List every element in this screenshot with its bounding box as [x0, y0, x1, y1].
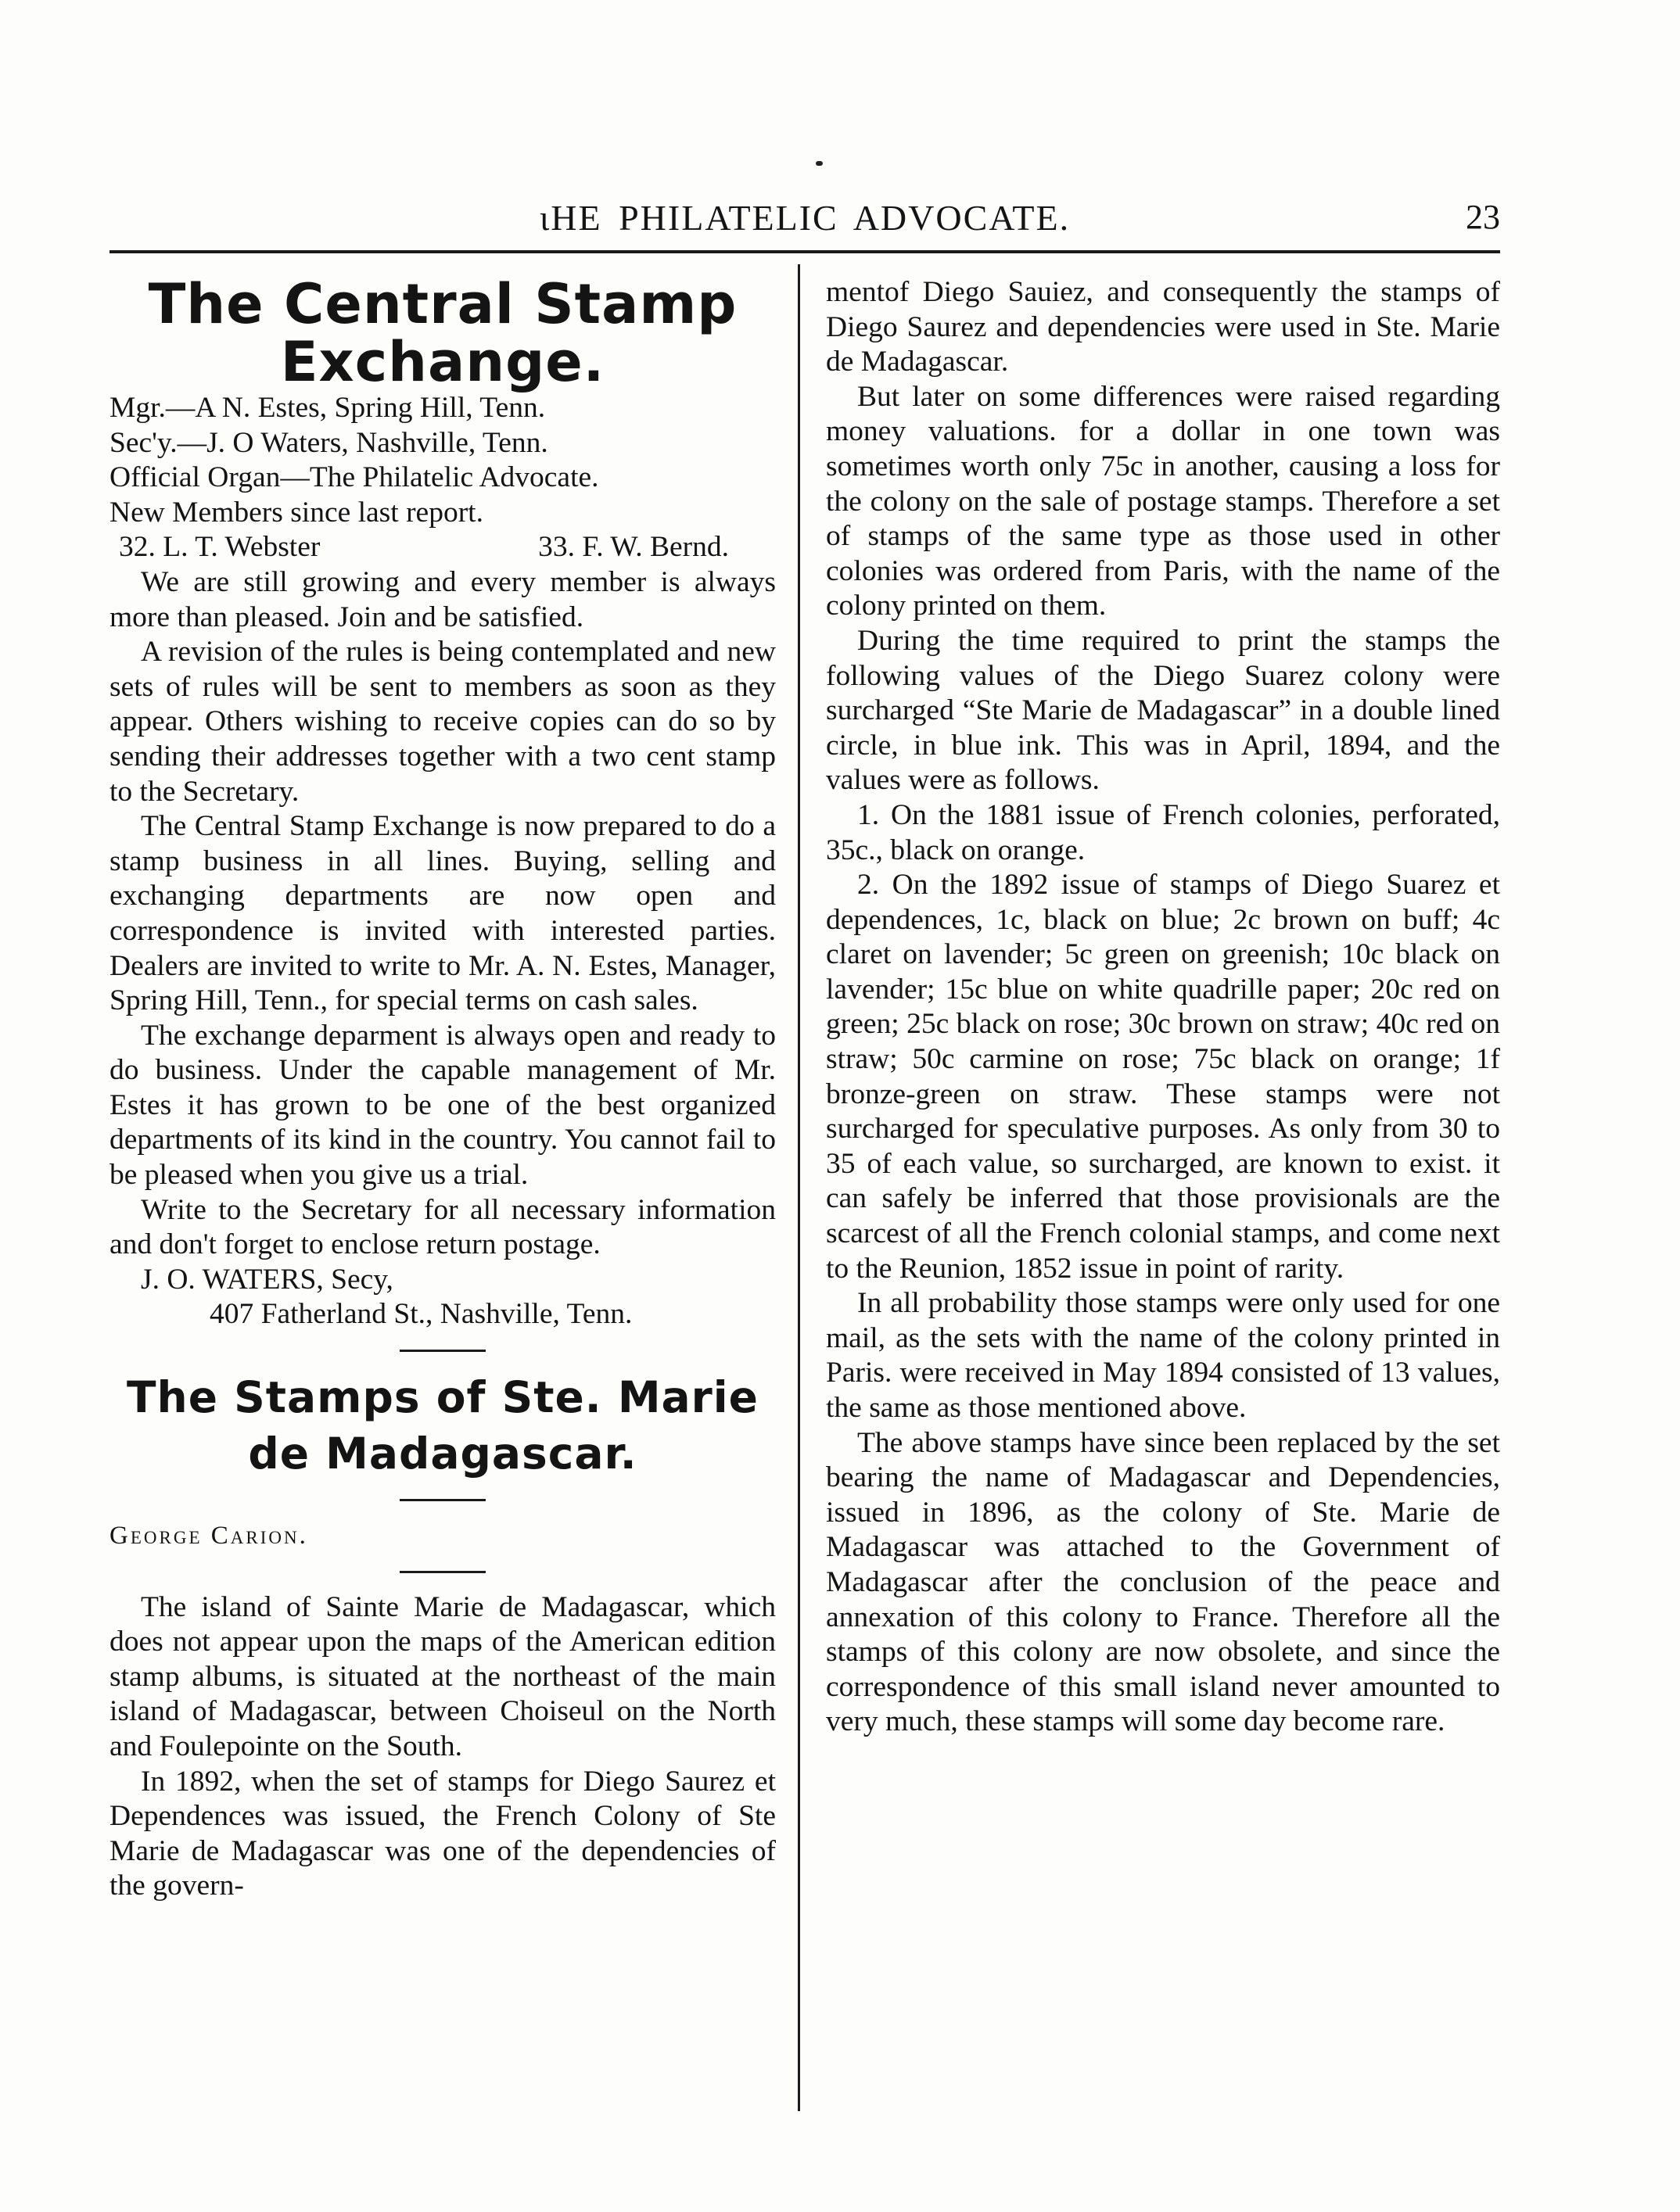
- paragraph: But later on some differences were raised regarding money valuations. for a dollar in one town was sometimes worth only 75c in another, causing a loss for the colony on the sale of postage stamps. Therefore a set of stamps of the same type as those used in other colonies was ordered from Paris, with the name of the colony printed on them.: [826, 380, 1500, 622]
- print-speck: [816, 161, 823, 166]
- member-entry: 33. F. W. Bernd.: [538, 531, 729, 564]
- paragraph: In 1892, when the set of stamps for Diego Saurez et Dependences was issued, the French Colony of Ste Marie de Madagascar was one of the dependencies of the govern-: [109, 1765, 776, 1902]
- section-rule: [400, 1571, 486, 1573]
- paragraph: The island of Sainte Marie de Madagascar, which does not appear upon the maps of the American edition stamp albums, is situated at the northeast of the main island of Madagascar, between Choiseul on the North and Foulepointe on the South.: [109, 1590, 776, 1762]
- paragraph-continued: mentof Diego Sauiez, and consequently the stamps of Diego Saurez and dependencies were used in Ste. Marie de Madagascar.: [826, 276, 1500, 378]
- paragraph: A revision of the rules is being contemplated and new sets of rules will be sent to members as soon as they appear. Others wishing to receive copies can do so by sending their addresses together with a two cent stamp to the Secretary.: [109, 636, 776, 808]
- column-divider: [798, 264, 800, 2111]
- manager-line: Mgr.—A N. Estes, Spring Hill, Tenn.: [109, 392, 546, 424]
- signature-name: J. O. WATERS, Secy,: [141, 1263, 393, 1296]
- left-column: [109, 272, 776, 1904]
- section-rule: [400, 1350, 486, 1352]
- journal-title: ɩHE PHILATELIC ADVOCATE.: [539, 198, 1071, 238]
- new-members-list: [109, 530, 776, 565]
- list-item: 2. On the 1892 issue of stamps of Diego Suarez et dependences, 1c, black on blue; 2c brown on buff; 4c claret on lavender; 5c green on greenish; 10c black on lavender; 15c blue on white quadrille paper; 20c red on green; 25c black on rose; 30c brown on straw; 40c red on straw; 50c carmine on rose; 75c black on orange; 1f bronze-green on straw. These stamps were not surcharged for speculative purposes. As only from 30 to 35 of each value, so surcharged, are known to exist. it can safely be inferred that those provisionals are the scarcest of all the French colonial stamps, and come next to the Reunion, 1852 issue in point of rarity.: [826, 869, 1500, 1285]
- member-entry: 32. L. T. Webster: [119, 531, 321, 564]
- paragraph: We are still growing and every member is always more than pleased. Join and be satisfied.: [109, 565, 776, 633]
- header-rule: [109, 250, 1500, 253]
- byline: George Carion.: [109, 1522, 308, 1551]
- paragraph: The Central Stamp Exchange is now prepared to do a stamp business in all lines. Buying, selling and exchanging departments are now open and correspondence is invited with interested parties. Dealers are invited to write to Mr. A. N. Estes, Manager, Spring Hill, Tenn., for special terms on cash sales.: [109, 810, 776, 1017]
- paragraph: In all probability those stamps were only used for one mail, as the sets with the name of the colony printed in Paris. were received in May 1894 consisted of 13 values, the same as those mentioned above.: [826, 1287, 1500, 1424]
- page-number: 23: [1466, 198, 1500, 236]
- article-headline-ste-marie: The Stamps of Ste. Marie de Madagascar.: [127, 1372, 759, 1479]
- article-headline-central-stamp-exchange: The Central Stamp Exchange.: [148, 272, 738, 394]
- paragraph: During the time required to print the stamps the following values of the Diego Suarez colony were surcharged “Ste Marie de Madagascar” in a double lined circle, in blue ink. This was in April, 1894, and the values were as follows.: [826, 624, 1500, 797]
- paragraph: Write to the Secretary for all necessary information and don't forget to enclose return postage.: [109, 1193, 776, 1261]
- list-item: 1. On the 1881 issue of French colonies, perforated, 35c., black on orange.: [826, 798, 1500, 866]
- paragraph: The above stamps have since been replaced by the set bearing the name of Madagascar and Dependencies, issued in 1896, as the colony of Ste. Marie de Madagascar was attached to the Government of Madagascar after the conclusion of the peace and annexation of this colony to France. Therefore all the stamps of this colony are now obsolete, and since the correspondence of this small island never amounted to very much, these stamps will some day become rare.: [826, 1426, 1500, 1738]
- secretary-line: Sec'y.—J. O Waters, Nashville, Tenn.: [109, 426, 548, 459]
- right-column: [826, 275, 1500, 1740]
- official-organ-line: Official Organ—The Philatelic Advocate.: [109, 461, 599, 494]
- new-members-heading: New Members since last report.: [109, 496, 483, 529]
- section-rule: [400, 1499, 486, 1501]
- signature-address: 407 Fatherland St., Nashville, Tenn.: [210, 1298, 633, 1331]
- running-head: [109, 197, 1500, 244]
- paragraph: The exchange deparment is always open and ready to do business. Under the capable management of Mr. Estes it has grown to be one of the best organized departments of its kind in the country. You cannot fail to be pleased when you give us a trial.: [109, 1019, 776, 1192]
